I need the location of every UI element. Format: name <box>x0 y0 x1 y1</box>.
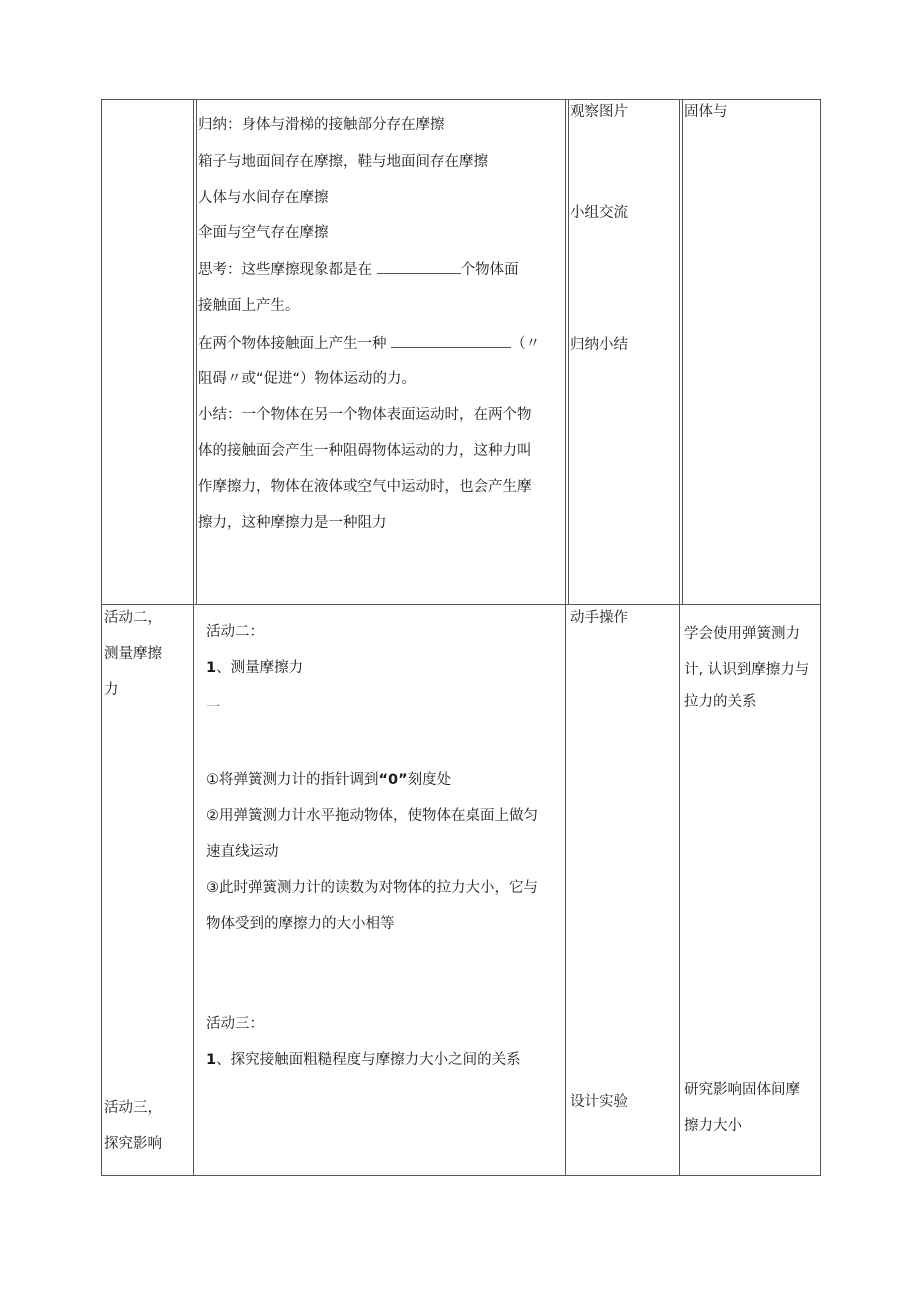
step-3-line-1: ③此时弹簧测力计的读数为对物体的拉力大小，它与 <box>206 880 538 896</box>
summary-line-4: 伞面与空气存在摩擦 <box>198 225 329 241</box>
item-number: 1 <box>206 1052 217 1068</box>
think-question-suffix: 个物体面 <box>460 262 519 278</box>
conclusion-line-1: 小结：一个物体在另一个物体表面运动时，在两个物 <box>198 407 532 423</box>
activity2-title: 活动二： <box>206 624 264 640</box>
step-2-line-1: ②用弹簧测力计水平拖动物体，使物体在桌面上做匀 <box>206 808 538 824</box>
table-top-border <box>101 99 821 100</box>
summary-line-2: 箱子与地面间存在摩擦，鞋与地面间存在摩擦 <box>198 154 488 170</box>
goal-text-1: 固体与 <box>684 104 728 120</box>
activity3-label-1: 活动三， <box>104 1100 162 1116</box>
table-row-divider <box>101 604 821 605</box>
step-3-line-2: 物体受到的摩擦力的大小相等 <box>206 916 395 932</box>
force-question-line-2: 阻碍〃或“促进“）物体运动的力。 <box>198 371 417 387</box>
goal-text-2: 学会使用弹簧测力 <box>684 626 800 642</box>
goal-text-3: 计, 认识到摩擦力与 <box>684 662 810 678</box>
activity3-item-1 <box>206 1050 521 1070</box>
activity3-label-2: 探究影响 <box>104 1136 162 1152</box>
table-col-divider-3 <box>679 99 680 1176</box>
conclusion-line-2: 体的接触面会产生一种阻碍物体运动的力，这种力叫 <box>198 443 532 459</box>
goal-text-5: 研究影响固体间摩 <box>684 1082 800 1098</box>
goal-text-4: 拉力的关系 <box>684 694 757 710</box>
think-question-prefix: 思考：这些摩擦现象都是在 <box>198 262 372 278</box>
step-1 <box>206 770 451 790</box>
activity2-label-2: 测量摩擦 <box>104 646 162 662</box>
step-1-post: 刻度处 <box>407 772 452 788</box>
cell-inner-line <box>568 99 569 604</box>
table-left-border <box>101 99 102 1176</box>
force-question-line <box>198 333 540 354</box>
cell-inner-line <box>682 99 683 604</box>
goal-text-6: 擦力大小 <box>684 1118 742 1134</box>
step-1-zero: “0” <box>378 772 408 788</box>
think-question-line <box>198 259 519 280</box>
table-col-divider-1 <box>193 99 194 1176</box>
dash-mark: 一 <box>206 700 221 716</box>
step-2-line-2: 速直线运动 <box>206 844 279 860</box>
cell-inner-line <box>196 99 197 604</box>
step-1-pre: ①将弹簧测力计的指针调到 <box>206 772 379 788</box>
table-right-border <box>820 99 821 1176</box>
summary-line-1: 归纳：身体与滑梯的接触部分存在摩擦 <box>198 117 445 133</box>
think-question-line-2: 接触面上产生。 <box>198 298 300 314</box>
method-design: 设计实验 <box>570 1094 628 1110</box>
method-observe: 观察图片 <box>570 104 628 120</box>
conclusion-line-4: 擦力，这种摩擦力是一种阻力 <box>198 515 387 531</box>
method-summarize: 归纳小结 <box>570 337 628 353</box>
force-question-paren: （〃 <box>511 336 541 352</box>
method-hands-on: 动手操作 <box>570 610 628 626</box>
force-question-prefix: 在两个物体接触面上产生一种 <box>198 336 387 352</box>
activity3-title: 活动三： <box>206 1016 264 1032</box>
activity2-label-3: 力 <box>104 682 119 698</box>
summary-line-3: 人体与水间存在摩擦 <box>198 190 329 206</box>
item-text: 、探究接触面粗糙程度与摩擦力大小之间的关系 <box>216 1052 521 1068</box>
fill-blank-1 <box>377 259 461 274</box>
method-discuss: 小组交流 <box>570 205 628 221</box>
activity2-label-1: 活动二， <box>104 610 162 626</box>
table-bottom-border <box>101 1175 821 1176</box>
item-text: 、测量摩擦力 <box>216 660 304 676</box>
item-number: 1 <box>206 660 217 676</box>
table-col-divider-2 <box>565 99 566 1176</box>
conclusion-line-3: 作摩擦力，物体在液体或空气中运动时，也会产生摩 <box>198 479 532 495</box>
activity2-item-1 <box>206 658 303 678</box>
fill-blank-2 <box>391 333 511 348</box>
